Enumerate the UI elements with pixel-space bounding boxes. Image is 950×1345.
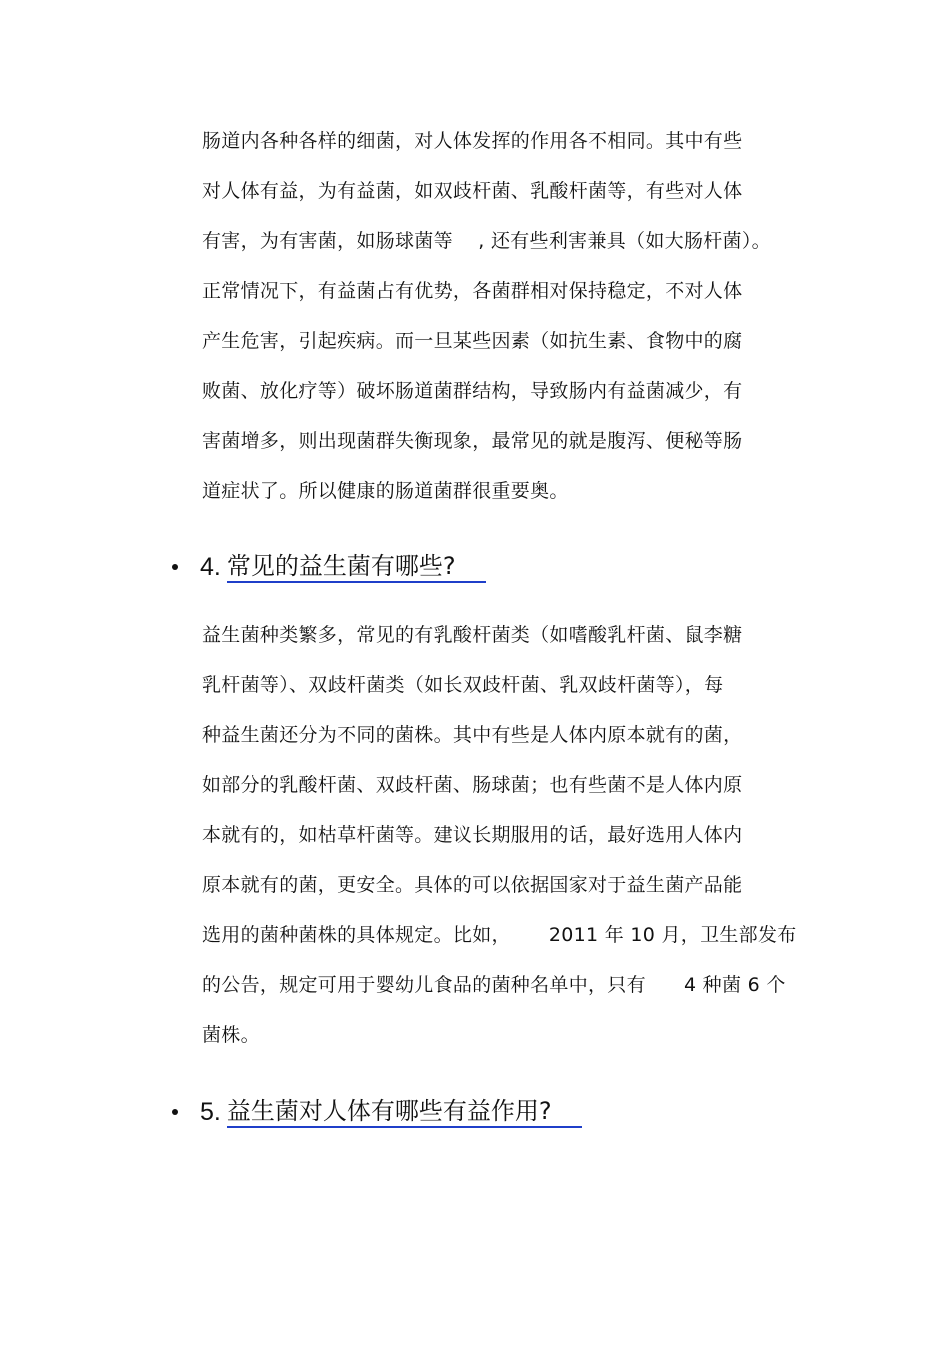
- bullet-icon: [172, 1109, 178, 1115]
- paragraph-line: 有害，为有害菌，如肠球菌等 , 还有些利害兼具（如大肠杆菌）。: [202, 230, 771, 252]
- paragraph-line: 如部分的乳酸杆菌、双歧杆菌、肠球菌；也有些菌不是人体内原: [202, 774, 743, 796]
- paragraph-line: 乳杆菌等）、双歧杆菌类（如长双歧杆菌、乳双歧杆菌等），每: [202, 674, 724, 696]
- paragraph-line: 菌株。: [202, 1024, 260, 1046]
- paragraph-line: 害菌增多，则出现菌群失衡现象，最常见的就是腹泻、便秘等肠: [202, 430, 743, 452]
- paragraph-line: 本就有的，如枯草杆菌等。建议长期服用的话，最好选用人体内: [202, 824, 743, 846]
- paragraph-line: 肠道内各种各样的细菌，对人体发挥的作用各不相同。其中有些: [202, 130, 743, 152]
- section-heading-4: [172, 550, 486, 584]
- section-number: 4.: [200, 552, 221, 581]
- section-heading-5: [172, 1095, 582, 1129]
- paragraph-line: 败菌、放化疗等）破坏肠道菌群结构，导致肠内有益菌减少，有: [202, 380, 743, 402]
- section-number: 5.: [200, 1097, 221, 1126]
- paragraph-line: 益生菌种类繁多，常见的有乳酸杆菌类（如嗜酸乳杆菌、鼠李糖: [202, 624, 743, 646]
- bullet-icon: [172, 564, 178, 570]
- paragraph-line: 产生危害，引起疾病。而一旦某些因素（如抗生素、食物中的腐: [202, 330, 743, 352]
- paragraph-line: 对人体有益，为有益菌，如双歧杆菌、乳酸杆菌等，有些对人体: [202, 180, 743, 202]
- paragraph-line: 正常情况下，有益菌占有优势，各菌群相对保持稳定，不对人体: [202, 280, 743, 302]
- paragraph-line: 选用的菌种菌株的具体规定。比如， 2011 年 10 月，卫生部发布: [202, 924, 797, 946]
- paragraph-line: 种益生菌还分为不同的菌株。其中有些是人体内原本就有的菌，: [202, 724, 743, 746]
- section-title-link[interactable]: 常见的益生菌有哪些?: [227, 551, 486, 583]
- section-title-link[interactable]: 益生菌对人体有哪些有益作用?: [227, 1096, 582, 1128]
- paragraph-line: 的公告，规定可用于婴幼儿食品的菌种名单中，只有 4 种菌 6 个: [202, 974, 786, 996]
- paragraph-line: 道症状了。所以健康的肠道菌群很重要奥。: [202, 480, 569, 502]
- paragraph-line: 原本就有的菌，更安全。具体的可以依据国家对于益生菌产品能: [202, 874, 743, 896]
